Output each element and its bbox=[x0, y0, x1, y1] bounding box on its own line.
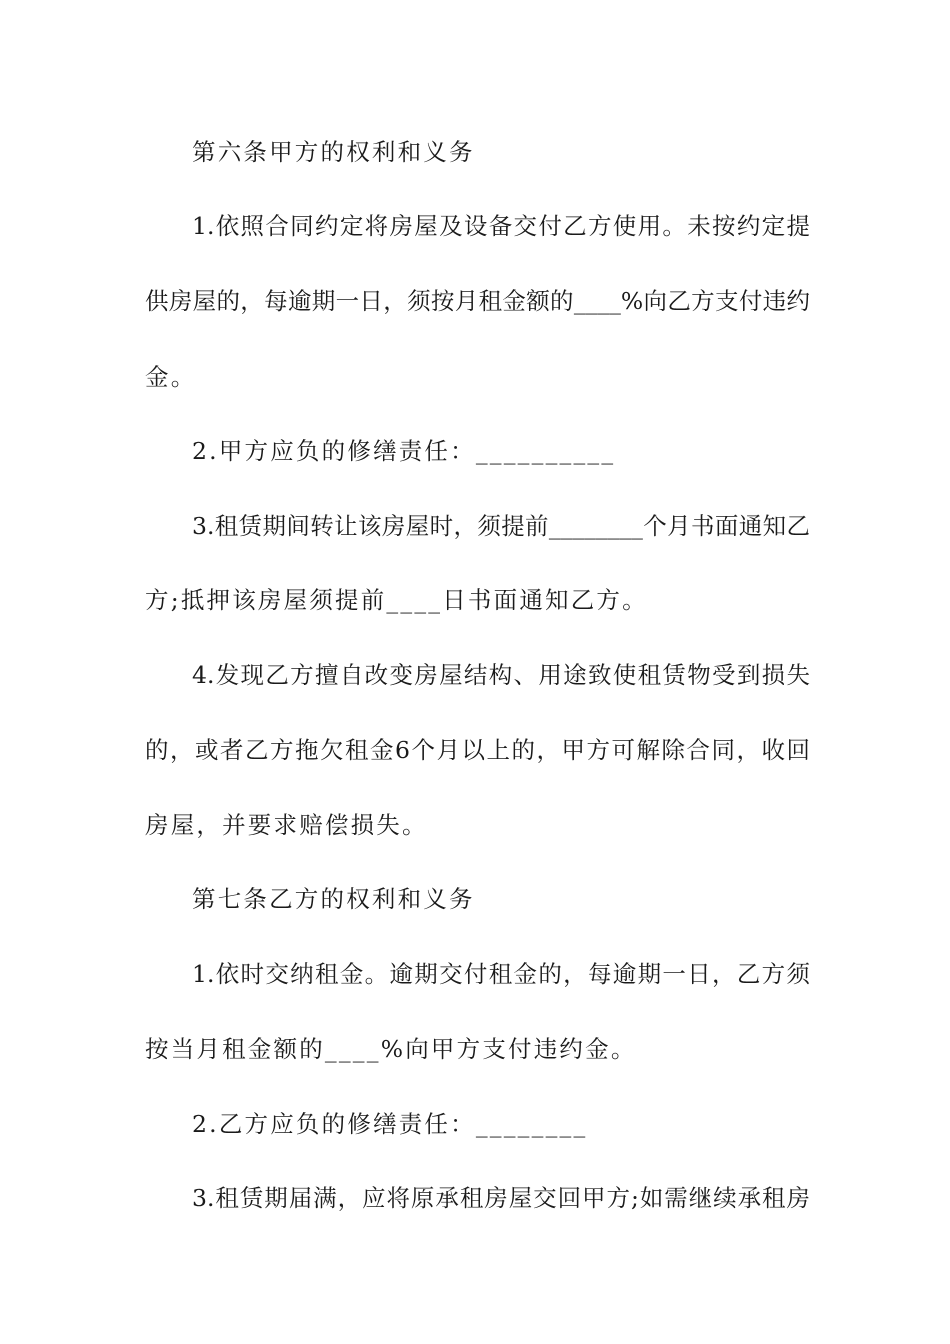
section-heading-6: 第六条甲方的权利和义务 bbox=[192, 138, 475, 166]
paragraph-line: 3.租赁期届满，应将原承租房屋交回甲方;如需继续承租房 bbox=[192, 1184, 810, 1212]
paragraph-line: 4.发现乙方擅自改变房屋结构、用途致使租赁物受到损失 bbox=[192, 661, 810, 689]
paragraph-line: 房屋，并要求赔偿损失。 bbox=[145, 811, 428, 839]
paragraph-line: 方;抵押该房屋须提前____日书面通知乙方。 bbox=[145, 586, 648, 614]
paragraph-line: 2.甲方应负的修缮责任：__________ bbox=[192, 437, 616, 465]
paragraph-line: 1.依时交纳租金。逾期交付租金的，每逾期一日，乙方须 bbox=[192, 960, 810, 988]
paragraph-line: 供房屋的，每逾期一日，须按月租金额的____%向乙方支付违约 bbox=[145, 287, 810, 315]
paragraph-line: 按当月租金额的____%向甲方支付违约金。 bbox=[145, 1035, 637, 1063]
paragraph-line: 3.租赁期间转让该房屋时，须提前________个月书面通知乙 bbox=[192, 512, 810, 540]
section-heading-7: 第七条乙方的权利和义务 bbox=[192, 885, 475, 913]
paragraph-line: 2.乙方应负的修缮责任：________ bbox=[192, 1110, 588, 1138]
paragraph-line: 金。 bbox=[145, 363, 197, 391]
paragraph-line: 1.依照合同约定将房屋及设备交付乙方使用。未按约定提 bbox=[192, 212, 810, 240]
paragraph-line: 的，或者乙方拖欠租金6个月以上的，甲方可解除合同，收回 bbox=[145, 736, 810, 764]
